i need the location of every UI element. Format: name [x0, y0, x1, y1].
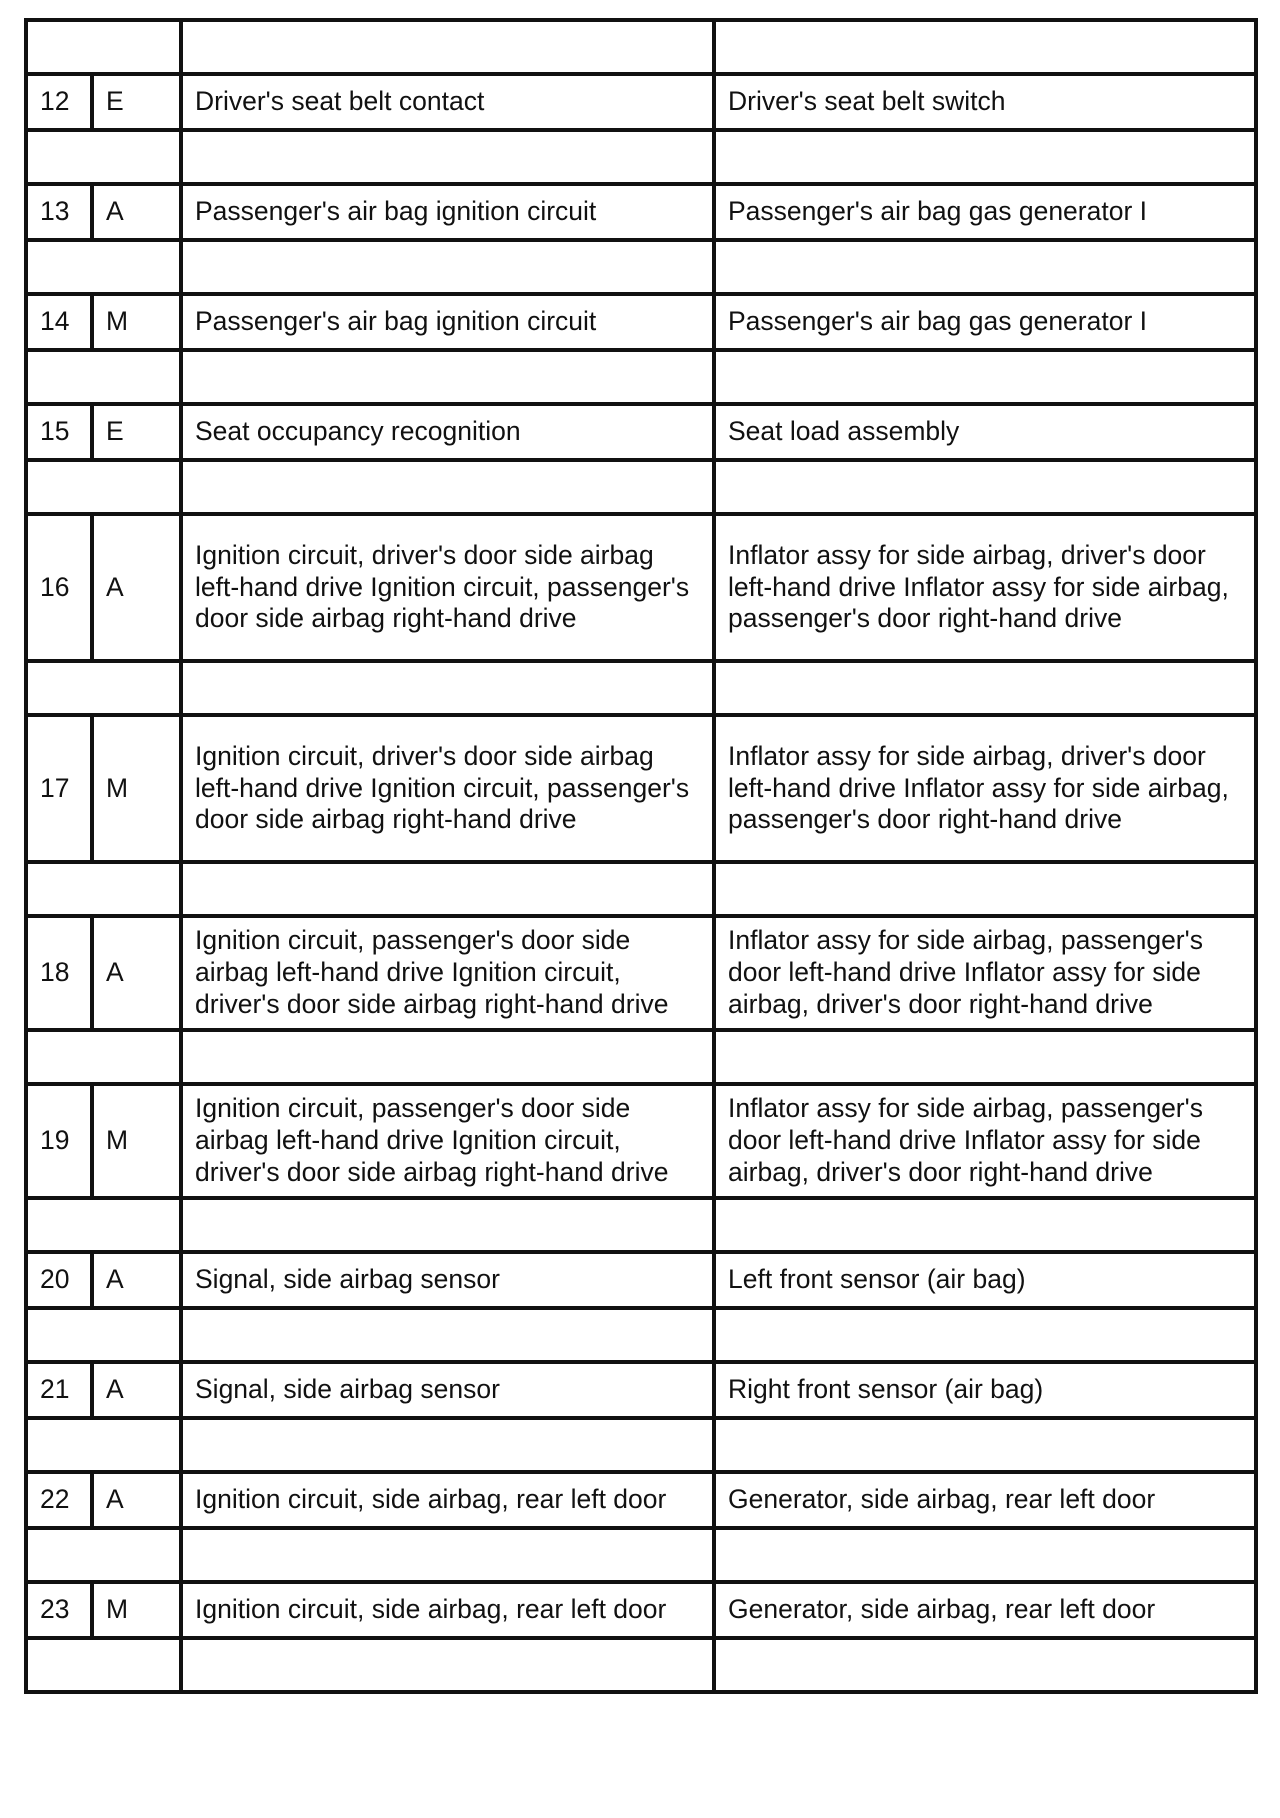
spacer-cell-left	[26, 1198, 181, 1252]
pin-code-cell: A	[92, 1252, 181, 1308]
component-cell: Passenger's air bag gas generator I	[714, 184, 1256, 240]
spacer-row	[26, 20, 1256, 74]
spacer-cell-right	[714, 20, 1256, 74]
table-body	[26, 20, 1256, 1692]
signal-description-cell: Ignition circuit, side airbag, rear left door	[181, 1582, 714, 1638]
pin-number-cell: 17	[26, 715, 92, 862]
spacer-cell-middle	[181, 350, 714, 404]
spacer-cell-right	[714, 460, 1256, 514]
spacer-cell-right	[714, 130, 1256, 184]
signal-description-cell: Signal, side airbag sensor	[181, 1362, 714, 1418]
spacer-cell-right	[714, 1638, 1256, 1692]
table-row	[26, 1472, 1256, 1528]
pin-code-cell: M	[92, 1084, 181, 1198]
spacer-row	[26, 862, 1256, 916]
spacer-cell-right	[714, 1418, 1256, 1472]
spacer-cell-middle	[181, 1198, 714, 1252]
table-row	[26, 1582, 1256, 1638]
spacer-cell-left	[26, 20, 181, 74]
spacer-row	[26, 1198, 1256, 1252]
pin-code-cell: A	[92, 514, 181, 661]
pin-code-cell: A	[92, 916, 181, 1030]
component-cell: Generator, side airbag, rear left door	[714, 1472, 1256, 1528]
table-row	[26, 74, 1256, 130]
table-row	[26, 184, 1256, 240]
spacer-cell-right	[714, 1528, 1256, 1582]
spacer-cell-left	[26, 661, 181, 715]
component-cell: Generator, side airbag, rear left door	[714, 1582, 1256, 1638]
component-cell: Inflator assy for side airbag, driver's door left-hand drive Inflator assy for side airbag, passenger's door right-hand drive	[714, 514, 1256, 661]
spacer-cell-right	[714, 1308, 1256, 1362]
spacer-row	[26, 1638, 1256, 1692]
pin-code-cell: A	[92, 1362, 181, 1418]
spacer-cell-middle	[181, 1528, 714, 1582]
pin-code-cell: A	[92, 1472, 181, 1528]
pin-code-cell: E	[92, 404, 181, 460]
spacer-cell-left	[26, 1638, 181, 1692]
component-cell: Inflator assy for side airbag, passenger's door left-hand drive Inflator assy for side airbag, driver's door right-hand drive	[714, 1084, 1256, 1198]
pin-code-cell: M	[92, 294, 181, 350]
signal-description-cell: Ignition circuit, driver's door side airbag left-hand drive Ignition circuit, passenger's door side airbag right-hand drive	[181, 514, 714, 661]
table-row	[26, 1252, 1256, 1308]
spacer-cell-middle	[181, 20, 714, 74]
component-cell: Driver's seat belt switch	[714, 74, 1256, 130]
pin-assignment-table	[24, 18, 1258, 1694]
spacer-cell-middle	[181, 1030, 714, 1084]
spacer-cell-left	[26, 1308, 181, 1362]
spacer-row	[26, 1308, 1256, 1362]
signal-description-cell: Ignition circuit, side airbag, rear left door	[181, 1472, 714, 1528]
table-row	[26, 404, 1256, 460]
spacer-row	[26, 1528, 1256, 1582]
spacer-row	[26, 130, 1256, 184]
spacer-cell-right	[714, 350, 1256, 404]
spacer-row	[26, 661, 1256, 715]
pin-code-cell: A	[92, 184, 181, 240]
spacer-cell-right	[714, 1198, 1256, 1252]
spacer-cell-right	[714, 862, 1256, 916]
pin-number-cell: 14	[26, 294, 92, 350]
spacer-row	[26, 460, 1256, 514]
spacer-cell-middle	[181, 1418, 714, 1472]
table-row	[26, 715, 1256, 862]
spacer-row	[26, 240, 1256, 294]
pin-number-cell: 15	[26, 404, 92, 460]
spacer-row	[26, 1418, 1256, 1472]
spacer-cell-right	[714, 661, 1256, 715]
signal-description-cell: Passenger's air bag ignition circuit	[181, 184, 714, 240]
spacer-cell-middle	[181, 240, 714, 294]
pin-number-cell: 16	[26, 514, 92, 661]
spacer-cell-right	[714, 1030, 1256, 1084]
signal-description-cell: Passenger's air bag ignition circuit	[181, 294, 714, 350]
pin-number-cell: 18	[26, 916, 92, 1030]
component-cell: Inflator assy for side airbag, passenger's door left-hand drive Inflator assy for side airbag, driver's door right-hand drive	[714, 916, 1256, 1030]
spacer-cell-left	[26, 240, 181, 294]
pin-number-cell: 20	[26, 1252, 92, 1308]
spacer-cell-left	[26, 1030, 181, 1084]
pin-code-cell: M	[92, 715, 181, 862]
component-cell: Inflator assy for side airbag, driver's door left-hand drive Inflator assy for side airbag, passenger's door right-hand drive	[714, 715, 1256, 862]
spacer-cell-left	[26, 1528, 181, 1582]
table-row	[26, 916, 1256, 1030]
pin-code-cell: M	[92, 1582, 181, 1638]
component-cell: Seat load assembly	[714, 404, 1256, 460]
table-row	[26, 294, 1256, 350]
spacer-cell-left	[26, 130, 181, 184]
table-row	[26, 514, 1256, 661]
pin-number-cell: 13	[26, 184, 92, 240]
spacer-cell-middle	[181, 1308, 714, 1362]
signal-description-cell: Ignition circuit, passenger's door side airbag left-hand drive Ignition circuit, driver's door side airbag right-hand drive	[181, 1084, 714, 1198]
component-cell: Left front sensor (air bag)	[714, 1252, 1256, 1308]
table-row	[26, 1362, 1256, 1418]
spacer-row	[26, 350, 1256, 404]
pin-number-cell: 12	[26, 74, 92, 130]
spacer-cell-left	[26, 460, 181, 514]
component-cell: Right front sensor (air bag)	[714, 1362, 1256, 1418]
pin-number-cell: 19	[26, 1084, 92, 1198]
signal-description-cell: Ignition circuit, passenger's door side airbag left-hand drive Ignition circuit, driver's door side airbag right-hand drive	[181, 916, 714, 1030]
spacer-cell-middle	[181, 1638, 714, 1692]
pin-number-cell: 21	[26, 1362, 92, 1418]
component-cell: Passenger's air bag gas generator I	[714, 294, 1256, 350]
signal-description-cell: Driver's seat belt contact	[181, 74, 714, 130]
spacer-cell-right	[714, 240, 1256, 294]
signal-description-cell: Ignition circuit, driver's door side airbag left-hand drive Ignition circuit, passenger's door side airbag right-hand drive	[181, 715, 714, 862]
spacer-cell-middle	[181, 130, 714, 184]
pin-number-cell: 22	[26, 1472, 92, 1528]
spacer-cell-left	[26, 1418, 181, 1472]
pin-number-cell: 23	[26, 1582, 92, 1638]
spacer-cell-left	[26, 350, 181, 404]
spacer-row	[26, 1030, 1256, 1084]
spacer-cell-middle	[181, 862, 714, 916]
spacer-cell-middle	[181, 460, 714, 514]
spacer-cell-middle	[181, 661, 714, 715]
pin-code-cell: E	[92, 74, 181, 130]
signal-description-cell: Seat occupancy recognition	[181, 404, 714, 460]
spacer-cell-left	[26, 862, 181, 916]
signal-description-cell: Signal, side airbag sensor	[181, 1252, 714, 1308]
table-row	[26, 1084, 1256, 1198]
